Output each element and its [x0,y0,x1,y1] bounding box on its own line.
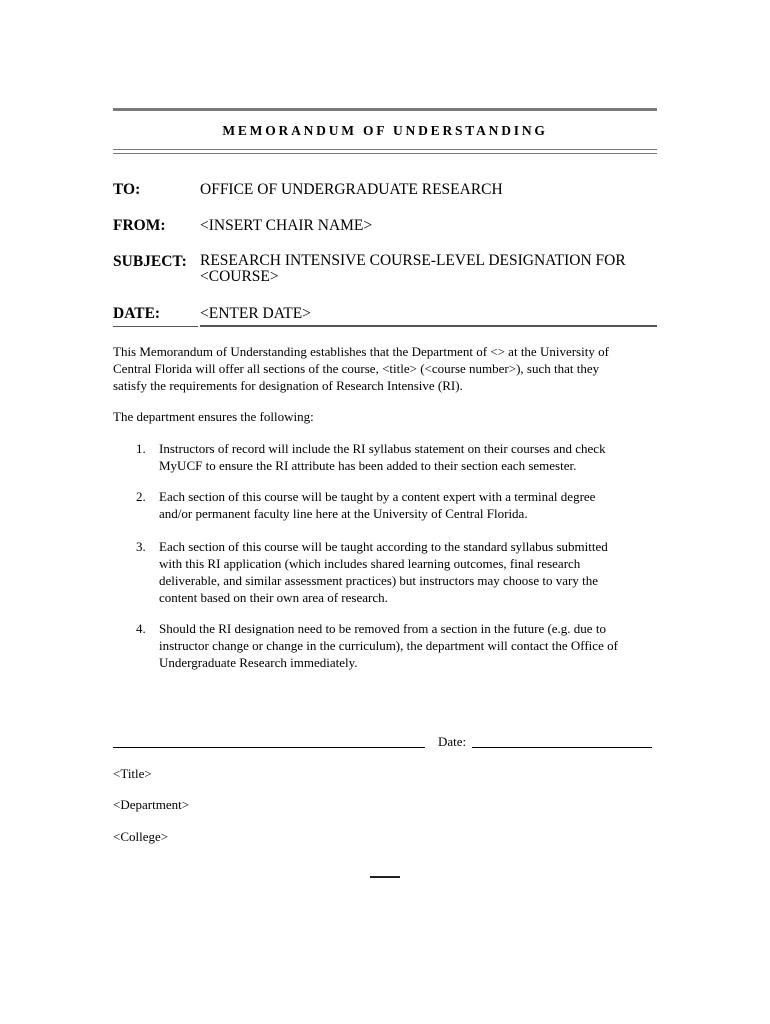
to-label: TO: [113,181,141,198]
list-item-number: 1. [136,441,146,456]
list-intro: The department ensures the following: [113,409,314,424]
list-item-number: 4. [136,621,146,636]
top-rule [113,108,657,111]
header-rule-thick [200,325,657,327]
signature-date-blank-line [472,747,652,748]
header-from-row [113,217,657,234]
list-item-line: Instructors of record will include the RI syllabus statement on their courses and check [159,441,606,456]
list-item-number: 3. [136,539,146,554]
list-item-line: deliverable, and similar assessment practices) but instructors may choose to vary the [159,573,598,588]
memo-title: MEMORANDUM OF UNDERSTANDING [222,123,548,138]
title-double-rule [113,149,657,154]
list-item-line: with this RI application (which includes shared learning outcomes, final research [159,556,581,571]
list-item-text [159,620,618,671]
from-value: <INSERT CHAIR NAME> [200,217,373,234]
list-item-line: content based on their own area of research. [159,590,388,605]
intro-line: satisfy the requirements for designation of Research Intensive (RI). [113,378,463,393]
list-item-line: and/or permanent faculty line here at the University of Central Florida. [159,506,528,521]
list-item-line: instructor change or change in the curriculum), the department will contact the Office of [159,638,618,653]
to-value: OFFICE OF UNDERGRADUATE RESEARCH [200,181,503,198]
subject-value [200,253,626,285]
header-date-row [113,305,657,322]
list-item-line: Each section of this course will be taught by a content expert with a terminal degree [159,489,596,504]
list-item-text [159,538,608,606]
subject-value-line: RESEARCH INTENSIVE COURSE-LEVEL DESIGNATION FOR [200,252,626,269]
signatory-title: <Title> [113,766,152,781]
subject-label: SUBJECT: [113,253,187,270]
intro-paragraph [113,343,609,394]
intro-line: This Memorandum of Understanding establishes that the Department of <> at the University of [113,344,609,359]
footer-short-rule [370,876,400,878]
signature-blank-line [113,747,425,748]
date-label: DATE: [113,305,161,322]
list-item-text [159,488,595,522]
header-subject-row [113,252,657,285]
signature-date-label: Date: [438,734,467,749]
list-item-line: MyUCF to ensure the RI attribute has been added to their section each semester. [159,458,577,473]
list-item-text [159,440,606,474]
intro-line: Central Florida will offer all sections of the course, <title> (<course number>), such that they [113,361,600,376]
subject-value-line: <COURSE> [200,268,279,285]
list-item-line: Each section of this course will be taught according to the standard syllabus submitted [159,539,608,554]
signatory-department: <Department> [113,797,190,812]
list-item-number: 2. [136,489,146,504]
from-label: FROM: [113,217,166,234]
signatory-college: <College> [113,829,169,844]
list-item-line: Should the RI designation need to be removed from a section in the future (e.g. due to [159,621,606,636]
date-value: <ENTER DATE> [200,305,311,322]
header-to-row [113,181,657,198]
list-item-line: Undergraduate Research immediately. [159,655,358,670]
header-rule-thin [113,326,198,327]
